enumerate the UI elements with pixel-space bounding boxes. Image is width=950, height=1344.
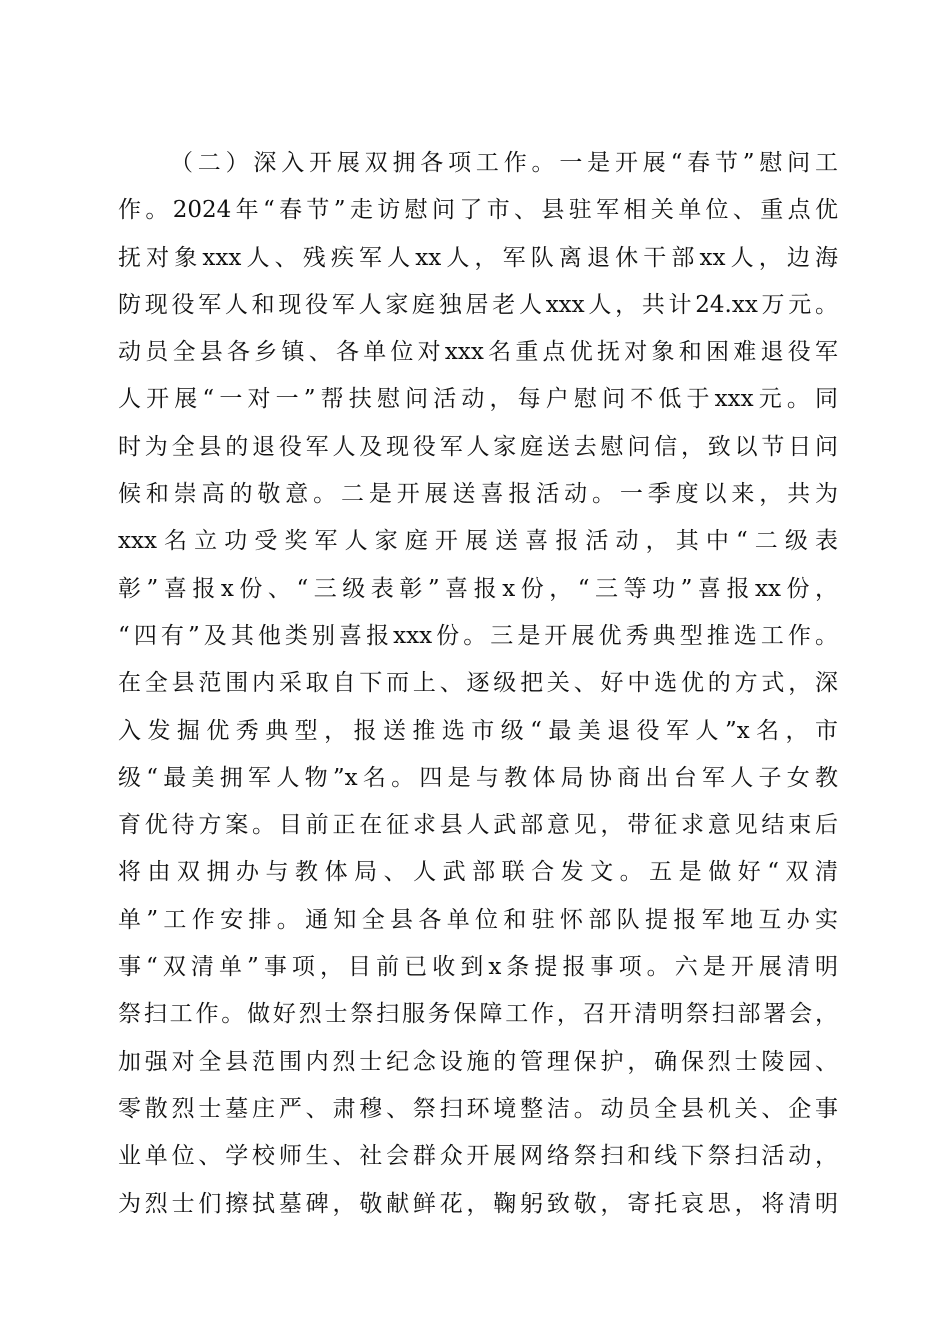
paragraph-line: 加强对全县范围内烈士纪念设施的管理保护，确保烈士陵园、 xyxy=(118,1048,838,1075)
paragraph-line: 抚对象xxx人、残疾军人xx人，军队离退休干部xx人，边海 xyxy=(118,244,838,271)
paragraph-line: （二）深入开展双拥各项工作。一是开展“春节”慰问工 xyxy=(170,150,838,176)
paragraph-line: 人开展“一对一”帮扶慰问活动，每户慰问不低于xxx元。同 xyxy=(118,386,838,413)
paragraph-line: 候和崇高的敬意。二是开展送喜报活动。一季度以来，共为 xyxy=(118,481,838,508)
paragraph-line: 将由双拥办与教体局、人武部联合发文。五是做好“双清 xyxy=(118,859,838,886)
paragraph-line: 级“最美拥军人物”x名。四是与教体局协商出台军人子女教 xyxy=(118,764,838,791)
paragraph-line: 作。2024年“春节”走访慰问了市、县驻军相关单位、重点优 xyxy=(118,197,838,224)
paragraph-line: 祭扫工作。做好烈士祭扫服务保障工作，召开清明祭扫部署会， xyxy=(118,1001,838,1028)
paragraph-line: 为烈士们擦拭墓碑，敬献鲜花，鞠躬致敬，寄托哀思，将清明 xyxy=(118,1190,838,1217)
paragraph-line: 单”工作安排。通知全县各单位和驻怀部队提报军地互办实 xyxy=(118,906,838,933)
paragraph-line: 时为全县的退役军人及现役军人家庭送去慰问信，致以节日问 xyxy=(118,433,838,460)
paragraph-line: xxx名立功受奖军人家庭开展送喜报活动，其中“二级表 xyxy=(118,528,838,555)
paragraph-line: 零散烈士墓庄严、肃穆、祭扫环境整洁。动员全县机关、企事 xyxy=(118,1095,838,1122)
paragraph-line: 在全县范围内采取自下而上、逐级把关、好中选优的方式，深 xyxy=(118,670,838,697)
paragraph-line: 防现役军人和现役军人家庭独居老人xxx人，共计24.xx万元。 xyxy=(118,291,838,318)
paragraph-line: 入发掘优秀典型，报送推选市级“最美退役军人”x名，市 xyxy=(118,717,838,744)
paragraph-line: 育优待方案。目前正在征求县人武部意见，带征求意见结束后 xyxy=(118,812,838,839)
paragraph-line: 动员全县各乡镇、各单位对xxx名重点优抚对象和困难退役军 xyxy=(118,339,838,366)
body-paragraph xyxy=(118,140,838,1228)
paragraph-line: 业单位、学校师生、社会群众开展网络祭扫和线下祭扫活动， xyxy=(118,1143,838,1170)
paragraph-line: 彰”喜报x份、“三级表彰”喜报x份，“三等功”喜报xx份， xyxy=(118,575,838,602)
paragraph-line: “四有”及其他类别喜报xxx份。三是开展优秀典型推选工作。 xyxy=(118,622,838,649)
paragraph-line: 事“双清单”事项，目前已收到x条提报事项。六是开展清明 xyxy=(118,954,838,981)
